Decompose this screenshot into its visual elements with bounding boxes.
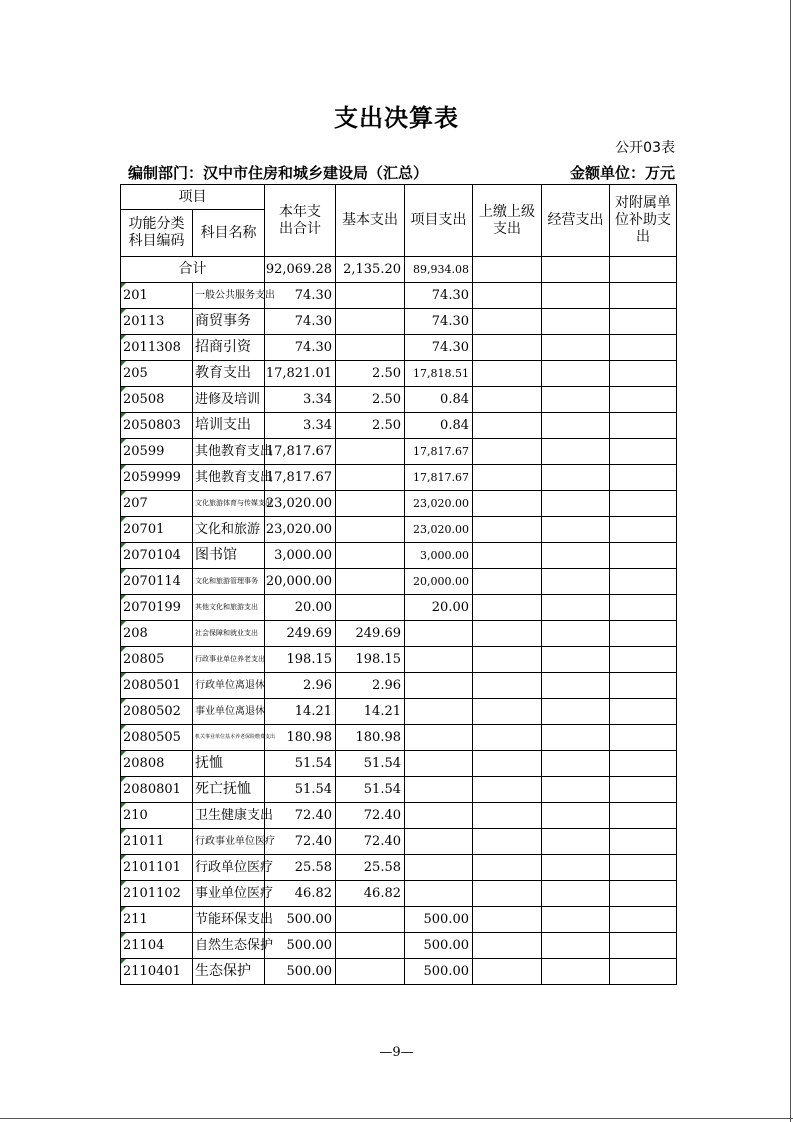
row-operating (542, 465, 610, 491)
row-subsidy (610, 361, 677, 387)
row-total: 25.58 (265, 855, 336, 881)
row-total: 72.40 (265, 803, 336, 829)
row-proj: 74.30 (405, 283, 473, 309)
row-total: 249.69 (265, 621, 336, 647)
table-row (121, 647, 677, 673)
row-subsidy (610, 465, 677, 491)
row-subject-name: 死亡抚恤 (193, 777, 265, 803)
row-operating (542, 933, 610, 959)
row-basic (336, 491, 405, 517)
row-total: 74.30 (265, 335, 336, 361)
row-proj (405, 855, 473, 881)
row-code: 2080501 (121, 673, 193, 699)
row-operating (542, 751, 610, 777)
header-subsidy (610, 185, 677, 257)
row-total: 74.30 (265, 283, 336, 309)
row-basic: 2.50 (336, 413, 405, 439)
row-basic: 72.40 (336, 803, 405, 829)
row-total: 20,000.00 (265, 569, 336, 595)
row-superior (473, 543, 542, 569)
row-subject-name: 节能环保支出 (193, 907, 265, 933)
header-func-code-label: 功能分类科目编码 (128, 216, 185, 249)
row-proj: 0.84 (405, 387, 473, 413)
row-basic: 2.50 (336, 361, 405, 387)
header-total-label: 本年支出合计 (279, 203, 321, 237)
row-superior (473, 725, 542, 751)
table-row (121, 907, 677, 933)
row-code: 2101102 (121, 881, 193, 907)
row-basic (336, 465, 405, 491)
row-total: 17,821.01 (265, 361, 336, 387)
page-title: 支出决算表 (334, 104, 459, 132)
row-subject-name: 文化和旅游管理事务 (193, 569, 265, 595)
row-code: 2050803 (121, 413, 193, 439)
row-code: 2080502 (121, 699, 193, 725)
row-superior (473, 803, 542, 829)
row-code: 20508 (121, 387, 193, 413)
row-proj: 20,000.00 (405, 569, 473, 595)
row-operating (542, 803, 610, 829)
row-superior (473, 959, 542, 985)
table-row (121, 699, 677, 725)
row-operating (542, 361, 610, 387)
row-code: 2080505 (121, 725, 193, 751)
row-superior (473, 647, 542, 673)
row-proj: 23,020.00 (405, 491, 473, 517)
row-operating (542, 777, 610, 803)
row-proj (405, 699, 473, 725)
page-number: —9— (379, 1045, 414, 1060)
row-subsidy (610, 907, 677, 933)
row-superior (473, 387, 542, 413)
row-total: 72.40 (265, 829, 336, 855)
row-subsidy (610, 777, 677, 803)
row-total: 500.00 (265, 907, 336, 933)
row-subsidy (610, 803, 677, 829)
table-row (121, 777, 677, 803)
row-total: 23,020.00 (265, 491, 336, 517)
header-subject-name: 科目名称 (193, 210, 265, 257)
row-total: 51.54 (265, 777, 336, 803)
row-proj: 23,020.00 (405, 517, 473, 543)
total-row (121, 257, 677, 283)
row-proj (405, 673, 473, 699)
row-operating (542, 543, 610, 569)
row-subsidy (610, 621, 677, 647)
row-basic (336, 569, 405, 595)
row-total: 500.00 (265, 959, 336, 985)
row-superior (473, 673, 542, 699)
row-subsidy (610, 933, 677, 959)
row-operating (542, 907, 610, 933)
row-proj: 17,817.67 (405, 439, 473, 465)
row-operating (542, 595, 610, 621)
row-operating (542, 517, 610, 543)
row-proj (405, 621, 473, 647)
table-row (121, 491, 677, 517)
row-subsidy (610, 647, 677, 673)
row-subject-name: 行政单位离退休 (193, 673, 265, 699)
row-subsidy (610, 413, 677, 439)
row-operating (542, 621, 610, 647)
row-code: 2080801 (121, 777, 193, 803)
table-row (121, 621, 677, 647)
row-basic (336, 543, 405, 569)
row-code: 205 (121, 361, 193, 387)
row-proj: 17,817.67 (405, 465, 473, 491)
row-basic: 51.54 (336, 777, 405, 803)
row-code: 208 (121, 621, 193, 647)
row-proj: 500.00 (405, 959, 473, 985)
row-basic (336, 907, 405, 933)
row-subject-name: 事业单位离退休 (193, 699, 265, 725)
row-subsidy (610, 335, 677, 361)
row-superior (473, 621, 542, 647)
row-subsidy (610, 959, 677, 985)
row-subject-name: 抚恤 (193, 751, 265, 777)
row-basic: 198.15 (336, 647, 405, 673)
row-code: 20113 (121, 309, 193, 335)
row-subsidy (610, 855, 677, 881)
row-proj: 500.00 (405, 907, 473, 933)
row-superior (473, 413, 542, 439)
table-row (121, 569, 677, 595)
row-basic (336, 439, 405, 465)
table-row (121, 673, 677, 699)
row-code: 20805 (121, 647, 193, 673)
row-superior (473, 491, 542, 517)
row-code: 210 (121, 803, 193, 829)
row-subject-name: 文化旅游体育与传媒支出 (193, 491, 265, 517)
row-subject-name: 事业单位医疗 (193, 881, 265, 907)
row-subject-name: 其他教育支出 (193, 465, 265, 491)
row-operating (542, 387, 610, 413)
row-total: 2.96 (265, 673, 336, 699)
row-superior (473, 465, 542, 491)
row-code: 20808 (121, 751, 193, 777)
row-proj (405, 725, 473, 751)
row-subsidy (610, 491, 677, 517)
row-code: 2110401 (121, 959, 193, 985)
row-subsidy (610, 517, 677, 543)
row-total: 500.00 (265, 933, 336, 959)
row-subject-name: 行政事业单位医疗 (193, 829, 265, 855)
row-superior (473, 309, 542, 335)
row-proj (405, 647, 473, 673)
row-basic: 51.54 (336, 751, 405, 777)
row-total: 20.00 (265, 595, 336, 621)
row-subsidy (610, 725, 677, 751)
table-row (121, 387, 677, 413)
header-row-1 (121, 185, 677, 210)
table-row (121, 283, 677, 309)
row-subject-name: 社会保障和就业支出 (193, 621, 265, 647)
table-row (121, 439, 677, 465)
row-code: 2101101 (121, 855, 193, 881)
row-proj: 3,000.00 (405, 543, 473, 569)
row-operating (542, 699, 610, 725)
row-basic (336, 595, 405, 621)
row-operating (542, 725, 610, 751)
row-basic: 46.82 (336, 881, 405, 907)
row-operating (542, 309, 610, 335)
table-row (121, 803, 677, 829)
row-code: 2059999 (121, 465, 193, 491)
row-subject-name: 行政单位医疗 (193, 855, 265, 881)
row-subsidy (610, 881, 677, 907)
row-subject-name: 生态保护 (193, 959, 265, 985)
header-proj: 项目支出 (405, 185, 473, 257)
row-operating (542, 335, 610, 361)
table-row (121, 413, 677, 439)
row-code: 20701 (121, 517, 193, 543)
header-func-code (121, 210, 193, 257)
row-code: 20599 (121, 439, 193, 465)
row-subject-name: 招商引资 (193, 335, 265, 361)
row-operating (542, 881, 610, 907)
row-operating (542, 439, 610, 465)
row-subsidy (610, 829, 677, 855)
row-superior (473, 933, 542, 959)
row-subject-name: 图书馆 (193, 543, 265, 569)
row-subsidy (610, 569, 677, 595)
row-basic (336, 335, 405, 361)
total-operating (542, 257, 610, 283)
row-total: 74.30 (265, 309, 336, 335)
row-operating (542, 413, 610, 439)
row-code: 21011 (121, 829, 193, 855)
row-proj: 74.30 (405, 309, 473, 335)
row-code: 201 (121, 283, 193, 309)
row-superior (473, 855, 542, 881)
row-proj: 17,818.51 (405, 361, 473, 387)
row-proj: 0.84 (405, 413, 473, 439)
row-superior (473, 517, 542, 543)
row-total: 17,817.67 (265, 439, 336, 465)
table-row (121, 361, 677, 387)
row-total: 198.15 (265, 647, 336, 673)
row-code: 2011308 (121, 335, 193, 361)
row-subsidy (610, 283, 677, 309)
row-operating (542, 569, 610, 595)
row-basic (336, 517, 405, 543)
row-basic: 180.98 (336, 725, 405, 751)
header-superior-label: 上缴上级支出 (479, 203, 535, 237)
row-subject-name: 其他教育支出 (193, 439, 265, 465)
total-superior (473, 257, 542, 283)
table-row (121, 959, 677, 985)
row-total: 23,020.00 (265, 517, 336, 543)
row-subject-name: 教育支出 (193, 361, 265, 387)
row-subject-name: 卫生健康支出 (193, 803, 265, 829)
row-operating (542, 647, 610, 673)
row-proj: 500.00 (405, 933, 473, 959)
page-edge-bottom (0, 1118, 793, 1119)
table-row (121, 309, 677, 335)
amount-unit: 金额单位：万元 (569, 164, 675, 182)
row-superior (473, 829, 542, 855)
table-row (121, 881, 677, 907)
row-code: 2070199 (121, 595, 193, 621)
row-subject-name: 商贸事务 (193, 309, 265, 335)
row-basic (336, 959, 405, 985)
row-subsidy (610, 543, 677, 569)
row-proj (405, 881, 473, 907)
table-row (121, 595, 677, 621)
row-superior (473, 699, 542, 725)
total-label: 合计 (121, 257, 265, 283)
form-number: 公开03表 (615, 140, 675, 156)
row-superior (473, 439, 542, 465)
row-superior (473, 335, 542, 361)
row-code: 21104 (121, 933, 193, 959)
expenditure-table (120, 184, 677, 985)
row-superior (473, 881, 542, 907)
table-row (121, 335, 677, 361)
table-row (121, 543, 677, 569)
total-amount: 92,069.28 (265, 257, 336, 283)
row-subsidy (610, 309, 677, 335)
row-basic (336, 283, 405, 309)
row-total: 3.34 (265, 413, 336, 439)
row-superior (473, 595, 542, 621)
row-proj: 74.30 (405, 335, 473, 361)
header-basic: 基本支出 (336, 185, 405, 257)
row-total: 17,817.67 (265, 465, 336, 491)
row-superior (473, 907, 542, 933)
row-superior (473, 751, 542, 777)
table-row (121, 725, 677, 751)
row-total: 14.21 (265, 699, 336, 725)
row-proj (405, 803, 473, 829)
row-basic: 249.69 (336, 621, 405, 647)
row-code: 2070104 (121, 543, 193, 569)
row-subject-name: 机关事业单位基本养老保险缴费支出 (193, 725, 265, 751)
row-subject-name: 培训支出 (193, 413, 265, 439)
row-subsidy (610, 699, 677, 725)
row-operating (542, 855, 610, 881)
row-superior (473, 777, 542, 803)
row-total: 3.34 (265, 387, 336, 413)
row-basic: 72.40 (336, 829, 405, 855)
row-proj (405, 829, 473, 855)
row-subsidy (610, 595, 677, 621)
row-operating (542, 491, 610, 517)
row-total: 46.82 (265, 881, 336, 907)
row-subject-name: 自然生态保护 (193, 933, 265, 959)
row-subject-name: 行政事业单位养老支出 (193, 647, 265, 673)
row-subject-name: 进修及培训 (193, 387, 265, 413)
header-operating: 经营支出 (542, 185, 610, 257)
table-row (121, 855, 677, 881)
header-subsidy-label: 对附属单位补助支出 (615, 195, 671, 245)
header-superior (473, 185, 542, 257)
row-basic (336, 933, 405, 959)
row-operating (542, 283, 610, 309)
row-basic: 25.58 (336, 855, 405, 881)
total-subsidy (610, 257, 677, 283)
row-code: 211 (121, 907, 193, 933)
compiling-department: 编制部门：汉中市住房和城乡建设局（汇总） (128, 164, 429, 182)
row-superior (473, 569, 542, 595)
row-code: 207 (121, 491, 193, 517)
row-total: 3,000.00 (265, 543, 336, 569)
row-total: 180.98 (265, 725, 336, 751)
row-proj (405, 777, 473, 803)
row-operating (542, 829, 610, 855)
row-basic: 2.50 (336, 387, 405, 413)
total-proj: 89,934.08 (405, 257, 473, 283)
table-row (121, 751, 677, 777)
row-superior (473, 361, 542, 387)
table-row (121, 517, 677, 543)
row-proj (405, 751, 473, 777)
total-basic: 2,135.20 (336, 257, 405, 283)
page-edge-right (790, 0, 791, 1122)
table-row (121, 933, 677, 959)
row-operating (542, 673, 610, 699)
row-subsidy (610, 387, 677, 413)
header-project: 项目 (121, 185, 265, 210)
row-subject-name: 文化和旅游 (193, 517, 265, 543)
row-operating (542, 959, 610, 985)
row-subject-name: 其他文化和旅游支出 (193, 595, 265, 621)
table-row (121, 829, 677, 855)
row-subsidy (610, 673, 677, 699)
row-basic: 14.21 (336, 699, 405, 725)
row-superior (473, 283, 542, 309)
row-basic: 2.96 (336, 673, 405, 699)
row-subject-name: 一般公共服务支出 (193, 283, 265, 309)
row-subsidy (610, 751, 677, 777)
row-proj: 20.00 (405, 595, 473, 621)
row-total: 51.54 (265, 751, 336, 777)
row-subsidy (610, 439, 677, 465)
row-basic (336, 309, 405, 335)
row-code: 2070114 (121, 569, 193, 595)
table-row (121, 465, 677, 491)
header-total (265, 185, 336, 257)
